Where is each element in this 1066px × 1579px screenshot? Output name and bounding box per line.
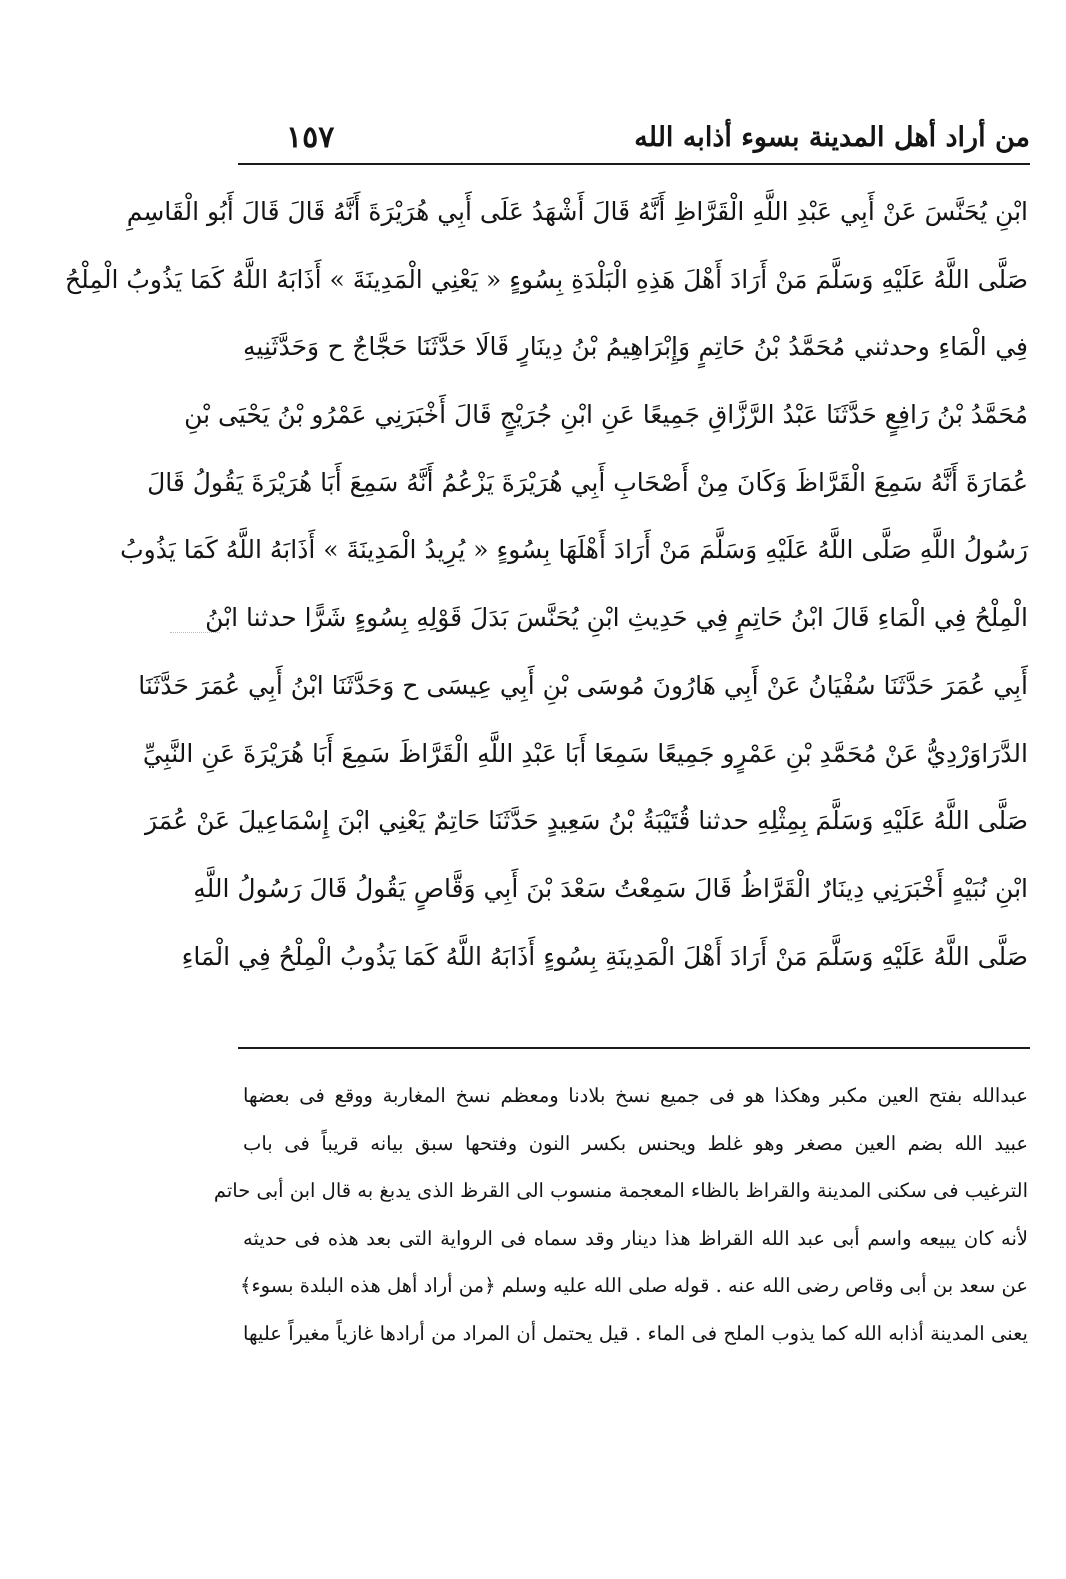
page-number: ١٥٧ [286, 120, 335, 155]
text-line: صَلَّى اللَّهُ عَلَيْهِ وَسَلَّمَ مَنْ أَرَادَ أَهْلَ هَذِهِ الْبَلْدَةِ بِسُوءٍ « يَعْنِي الْمَدِينَةَ » أَذَابَهُ اللَّهُ كَمَا يَذُوبُ الْمِلْحُ [65, 264, 1028, 294]
header-rule [238, 163, 1030, 165]
note-line: لأنه كان يبيعه واسم أبى عبد الله القراظ هذا دينار وقد سماه فى الرواية التى بعد هذه فى حديثه [243, 1226, 1028, 1250]
text-line: أَبِي عُمَرَ حَدَّثَنَا سُفْيَانُ عَنْ أَبِي هَارُونَ مُوسَى بْنِ أَبِي عِيسَى ح وَحَدَّثَنَا ابْنُ أَبِي عُمَرَ حَدَّثَنَا [138, 670, 1028, 700]
running-title: من أراد أهل المدينة بسوء أذابه الله [634, 122, 1030, 153]
text-line: ابْنِ يُحَنَّسَ عَنْ أَبِي عَبْدِ اللَّهِ الْقَرَّاظِ أَنَّهُ قَالَ أَشْهَدُ عَلَى أَبِي هُرَيْرَةَ أَنَّهُ قَالَ قَالَ أَبُو الْقَاسِمِ [126, 197, 1028, 226]
text-line: الدَّرَاوَرْدِيُّ عَنْ مُحَمَّدِ بْنِ عَمْرٍو جَمِيعًا سَمِعَا أَبَا عَبْدِ اللَّهِ الْقَرَّاظَ سَمِعَ أَبَا هُرَيْرَةَ عَنِ النَّبِيِّ [142, 738, 1028, 768]
text-line: صَلَّى اللَّهُ عَلَيْهِ وَسَلَّمَ بِمِثْلِهِ حدثنا قُتَيْبَةُ بْنُ سَعِيدٍ حَدَّثَنَا حَاتِمٌ يَعْنِي ابْنَ إِسْمَاعِيلَ عَنْ عُمَرَ [144, 806, 1028, 836]
page-header [240, 112, 1030, 160]
note-line: عبدالله بفتح العين مكبر وهكذا هو فى جميع نسخ بلادنا ومعظم نسخ المغاربة ووقع فى بعضها [243, 1084, 1028, 1107]
note-line: الترغيب فى سكنى المدينة والقراظ بالظاء المعجمة منسوب الى القرظ الذى يدبغ به قال ابن أبى حاتم [213, 1179, 1028, 1202]
text-line: الْمِلْحُ فِي الْمَاءِ قَالَ ابْنُ حَاتِمٍ فِي حَدِيثِ ابْنِ يُحَنَّسَ بَدَلَ قَوْلِهِ بِسُوءٍ شَرًّا حدثنا ابْنُ [205, 603, 1028, 633]
commentary-separator-rule [238, 1047, 1030, 1049]
note-line: عبيد الله بضم العين مصغر وهو غلط ويحنس بكسر النون وفتحها سبق بيانه قريباً فى باب [243, 1131, 1028, 1155]
note-line: يعنى المدينة أذابه الله كما يذوب الملح فى الماء . قيل يحتمل أن المراد من أرادها غازياً مغيراً عليها [243, 1321, 1028, 1345]
text-line: ابْنِ نُبَيْهٍ أَخْبَرَنِي دِينَارٌ الْقَرَّاظُ قَالَ سَمِعْتُ سَعْدَ بْنَ أَبِي وَقَّاصٍ يَقُولُ قَالَ رَسُولُ اللَّهِ [193, 873, 1028, 903]
commentary-notes [213, 1072, 1028, 1357]
text-line: عُمَارَةَ أَنَّهُ سَمِعَ الْقَرَّاظَ وَكَانَ مِنْ أَصْحَابِ أَبِي هُرَيْرَةَ يَزْعُمُ أَنَّهُ سَمِعَ أَبَا هُرَيْرَةَ يَقُولُ قَالَ [147, 467, 1028, 497]
scan-edge-mark [170, 632, 220, 639]
text-line: صَلَّى اللَّهُ عَلَيْهِ وَسَلَّمَ مَنْ أَرَادَ أَهْلَ الْمَدِينَةِ بِسُوءٍ أَذَابَهُ اللَّهُ كَمَا يَذُوبُ الْمِلْحُ فِي الْمَاءِ [181, 941, 1028, 971]
text-line: رَسُولُ اللَّهِ صَلَّى اللَّهُ عَلَيْهِ وَسَلَّمَ مَنْ أَرَادَ أَهْلَهَا بِسُوءٍ « يُرِيدُ الْمَدِينَةَ » أَذَابَهُ اللَّهُ كَمَا يَذُوبُ [120, 535, 1028, 565]
text-line: مُحَمَّدُ بْنُ رَافِعٍ حَدَّثَنَا عَبْدُ الرَّزَّاقِ جَمِيعًا عَنِ ابْنِ جُرَيْجٍ قَالَ أَخْبَرَنِي عَمْرُو بْنُ يَحْيَى بْنِ [184, 400, 1028, 430]
text-line: فِي الْمَاءِ وحدثني مُحَمَّدُ بْنُ حَاتِمٍ وَإِبْرَاهِيمُ بْنُ دِينَارٍ قَالَا حَدَّثَنَا حَجَّاجٌ ح وَحَدَّثَنِيهِ [243, 332, 1029, 362]
hadith-text [65, 178, 1029, 990]
note-line: عن سعد بن أبى وقاص رضى الله عنه . قوله صلى الله عليه وسلم ﴿من أراد أهل هذه البلدة بسوء﴾ [240, 1274, 1028, 1297]
